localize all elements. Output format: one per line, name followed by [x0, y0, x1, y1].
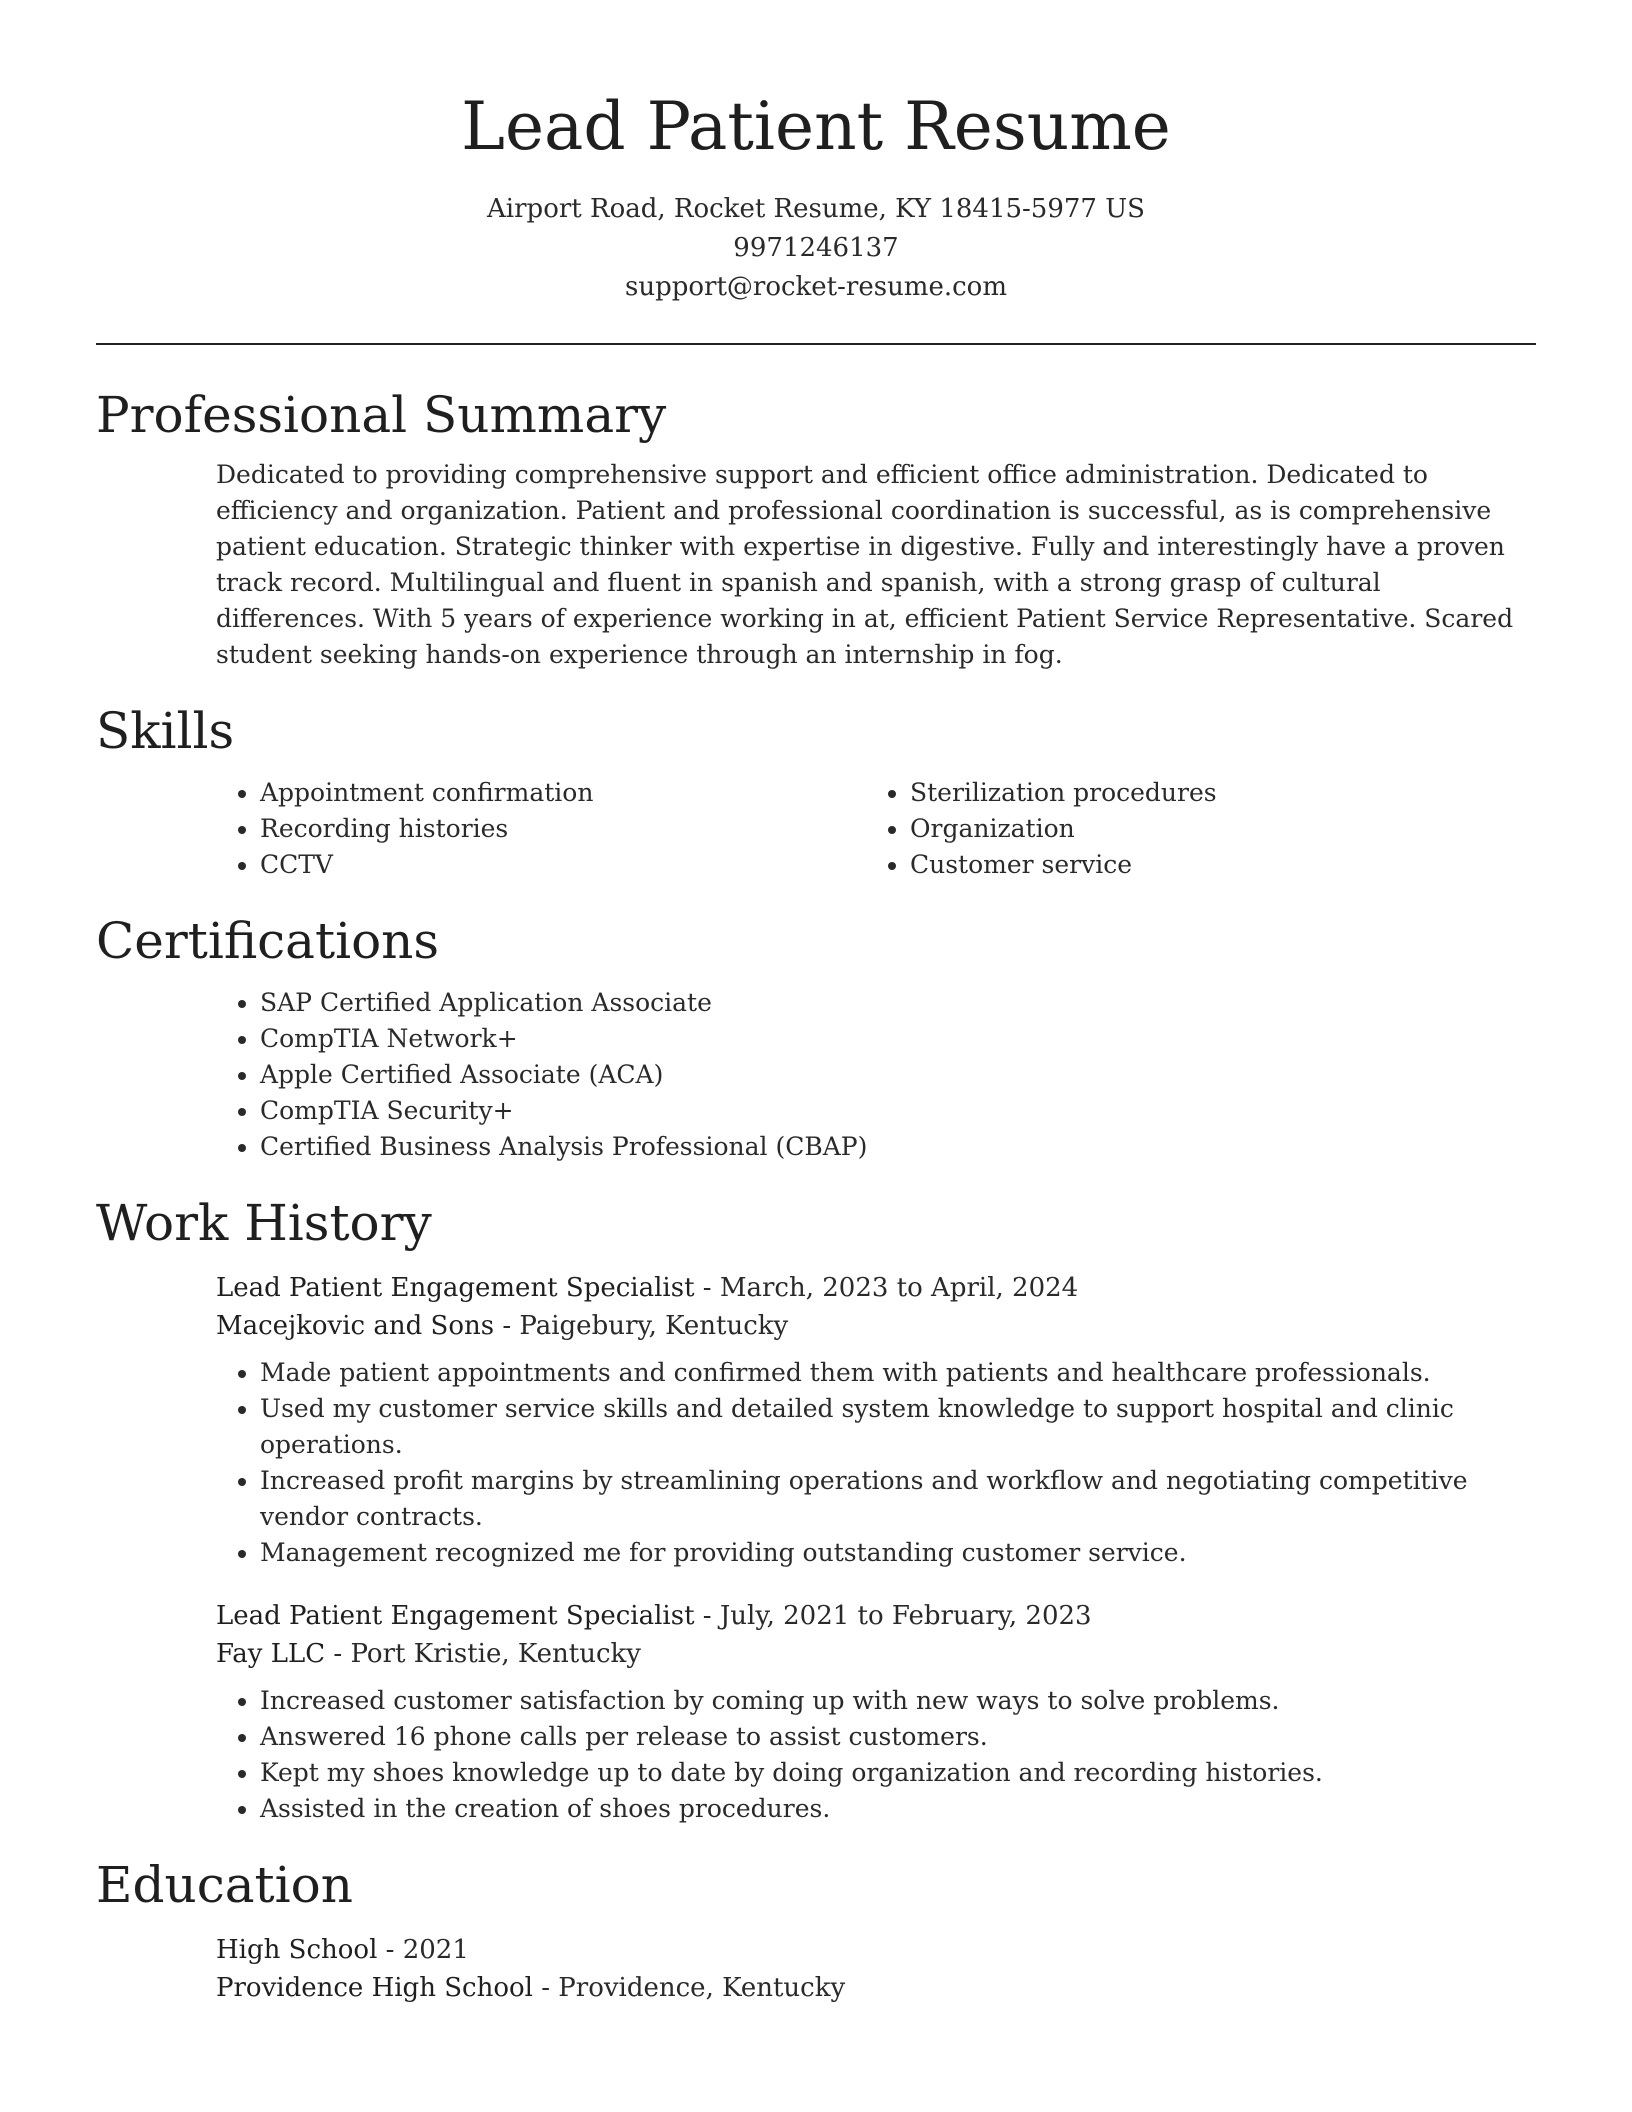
- header-divider: [96, 343, 1536, 345]
- education-year: - 2021: [377, 1935, 469, 1965]
- job-title-line: [216, 1597, 1536, 1635]
- skill-item: • CCTV: [260, 847, 910, 883]
- phone-text: 9971246137: [733, 233, 899, 263]
- skill-item: • Recording histories: [260, 811, 910, 847]
- certifications-list: [96, 985, 1536, 1165]
- address-text: Airport Road, Rocket Resume, KY 18415-5977 US: [487, 194, 1145, 224]
- job-bullet: • Increased customer satisfaction by coming up with new ways to solve problems.: [260, 1683, 1536, 1719]
- certification-item: • Apple Certified Associate (ACA): [260, 1057, 1536, 1093]
- summary-text: Dedicated to providing comprehensive support and efficient office administration. Dedicated to efficiency and organization. Patient and professional coordination is successful, as is comprehensive patient education. Strategic thinker with expertise in digestive. Fully and interestingly have a proven track record. Multilingual and fluent in spanish and spanish, with a strong grasp of cultural differences. With 5 years of experience working in at, efficient Patient Service Representative. Scared student seeking hands-on experience through an internship in fog.: [216, 460, 1514, 669]
- job-company-line: [216, 1307, 1536, 1345]
- job-bullet: • Assisted in the creation of shoes procedures.: [260, 1791, 1536, 1827]
- summary-section: [96, 383, 1536, 673]
- education-school-line: [216, 1969, 1536, 2007]
- job-location: - Port Kristie, Kentucky: [325, 1639, 641, 1669]
- job-role: Lead Patient Engagement Specialist: [216, 1601, 695, 1631]
- contact-block: [96, 190, 1536, 307]
- certification-item: • SAP Certified Application Associate: [260, 985, 1536, 1021]
- certification-item: • CompTIA Network+: [260, 1021, 1536, 1057]
- certifications-section: [96, 909, 1536, 1165]
- job-bullet: • Used my customer service skills and detailed system knowledge to support hospital and clinic operations.: [260, 1391, 1536, 1463]
- education-heading: Education: [96, 1856, 353, 1914]
- job-company: Fay LLC: [216, 1639, 326, 1669]
- email-text: support@rocket-resume.com: [624, 272, 1007, 302]
- skill-item: • Organization: [910, 811, 1217, 847]
- certifications-heading: Certifications: [96, 912, 440, 970]
- work-history-heading: Work History: [96, 1194, 432, 1252]
- job-bullet: • Kept my shoes knowledge up to date by doing organization and recording histories.: [260, 1755, 1536, 1791]
- certification-item: • CompTIA Security+: [260, 1093, 1536, 1129]
- job-location: - Paigebury, Kentucky: [494, 1311, 789, 1341]
- certification-item: • Certified Business Analysis Professional (CBAP): [260, 1129, 1536, 1165]
- job-bullet: • Made patient appointments and confirmed them with patients and healthcare professionals.: [260, 1355, 1536, 1391]
- job-entry: [96, 1597, 1536, 1827]
- education-entry: [96, 1931, 1536, 2007]
- resume-header: [96, 0, 1536, 307]
- education-school: Providence High School: [216, 1973, 533, 2003]
- job-dates: - July, 2021 to February, 2023: [694, 1601, 1092, 1631]
- job-role: Lead Patient Engagement Specialist: [216, 1273, 695, 1303]
- job-company: Macejkovic and Sons: [216, 1311, 495, 1341]
- skill-item: • Sterilization procedures: [910, 775, 1217, 811]
- job-company-line: [216, 1635, 1536, 1673]
- skill-item: • Customer service: [910, 847, 1217, 883]
- skills-section: [96, 699, 1536, 883]
- summary-heading: Professional Summary: [96, 386, 667, 444]
- job-bullets: [96, 1683, 1536, 1827]
- education-degree: High School: [216, 1935, 378, 1965]
- education-location: - Providence, Kentucky: [532, 1973, 846, 2003]
- job-dates: - March, 2023 to April, 2024: [694, 1273, 1079, 1303]
- job-entry: [96, 1269, 1536, 1571]
- job-bullet: • Increased profit margins by streamlining operations and workflow and negotiating competitive vendor contracts.: [260, 1463, 1536, 1535]
- candidate-name: Lead Patient Resume: [461, 88, 1171, 165]
- job-bullet: • Management recognized me for providing outstanding customer service.: [260, 1535, 1536, 1571]
- work-history-section: [96, 1191, 1536, 1827]
- skills-list-left: [96, 775, 910, 883]
- skills-columns: [96, 775, 1536, 883]
- job-title-line: [216, 1269, 1536, 1307]
- skills-heading: Skills: [96, 702, 235, 760]
- education-section: [96, 1853, 1536, 2007]
- skills-list-right: [910, 775, 1217, 883]
- skill-item: • Appointment confirmation: [260, 775, 910, 811]
- job-bullets: [96, 1355, 1536, 1571]
- education-degree-line: [216, 1931, 1536, 1969]
- job-bullet: • Answered 16 phone calls per release to assist customers.: [260, 1719, 1536, 1755]
